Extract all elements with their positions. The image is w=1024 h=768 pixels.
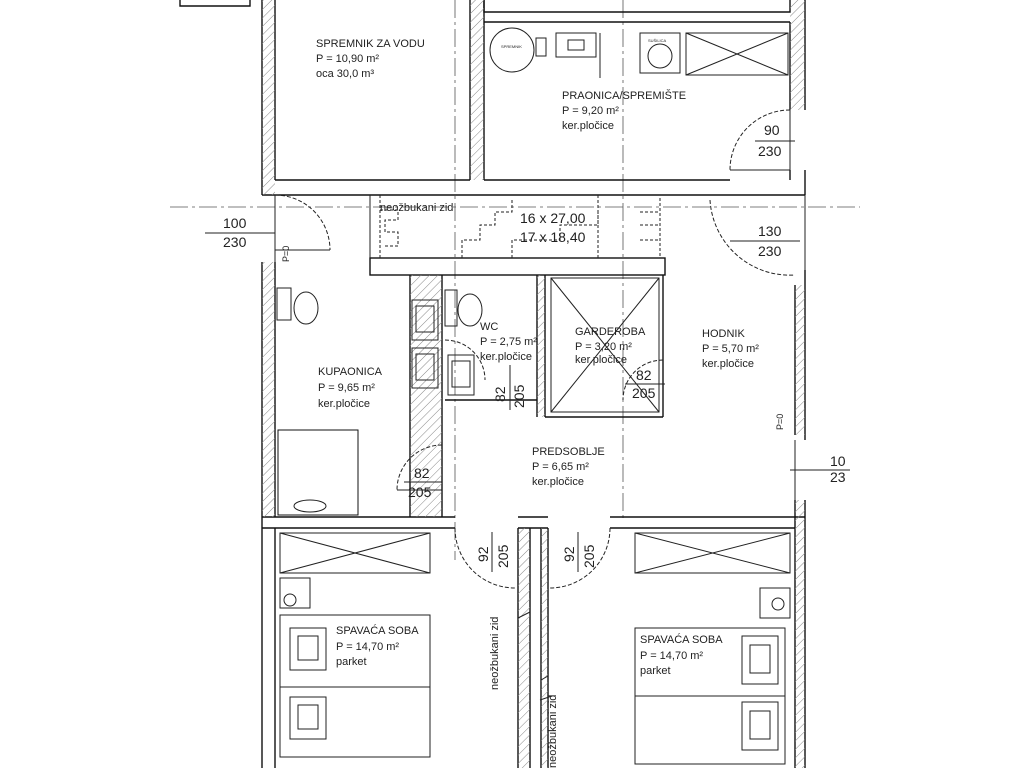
room-label-spavaca-right: [640, 633, 723, 677]
svg-text:parket: parket: [336, 656, 367, 668]
svg-text:230: 230: [758, 243, 782, 259]
svg-text:PRAONICA/SPREMIŠTE: PRAONICA/SPREMIŠTE: [562, 90, 687, 102]
svg-text:205: 205: [408, 484, 432, 500]
svg-text:16 x 27,00: 16 x 27,00: [520, 210, 586, 226]
door-dim-hodnik-entry: [730, 223, 800, 259]
svg-text:KUPAONICA: KUPAONICA: [318, 366, 382, 378]
svg-text:205: 205: [511, 384, 527, 408]
svg-text:oca 30,0 m³: oca 30,0 m³: [316, 68, 375, 80]
level-marker-left: P=0: [281, 245, 291, 262]
svg-text:PREDSOBLJE: PREDSOBLJE: [532, 446, 605, 458]
door-dim-wc: [492, 365, 527, 410]
svg-text:P = 14,70 m²: P = 14,70 m²: [640, 650, 704, 662]
svg-text:23: 23: [830, 469, 846, 485]
room-label-predsoblje: [532, 446, 605, 488]
door-dim-bed-left: [475, 532, 511, 572]
svg-text:ker.pločice: ker.pločice: [480, 351, 532, 363]
tank-label: SPREMNIK: [501, 44, 522, 49]
door-dim-right-cut: [790, 453, 850, 485]
svg-text:10: 10: [830, 453, 846, 469]
wall-note-left: neožbukani zid: [489, 616, 501, 690]
door-dim-praonica: [755, 122, 795, 159]
svg-text:17 x 18,40: 17 x 18,40: [520, 229, 586, 245]
room-label-spavaca-left: [336, 624, 419, 668]
svg-text:ker.pločice: ker.pločice: [318, 398, 370, 410]
svg-text:SPREMNIK ZA VODU: SPREMNIK ZA VODU: [316, 38, 425, 50]
svg-text:205: 205: [632, 385, 656, 401]
svg-text:P = 9,65 m²: P = 9,65 m²: [318, 382, 375, 394]
fixtures: [277, 28, 790, 764]
svg-text:P = 5,70 m²: P = 5,70 m²: [702, 343, 759, 355]
svg-text:92: 92: [475, 546, 491, 562]
door-dim-bed-right: [561, 532, 597, 572]
svg-text:P = 6,65 m²: P = 6,65 m²: [532, 461, 589, 473]
svg-text:90: 90: [764, 122, 780, 138]
svg-text:ker.pločice: ker.pločice: [532, 476, 584, 488]
room-label-praonica: [562, 89, 686, 132]
svg-text:230: 230: [758, 143, 782, 159]
wall-note-right: neožbukani zid: [547, 694, 559, 768]
svg-text:92: 92: [561, 546, 577, 562]
svg-text:205: 205: [495, 544, 511, 568]
svg-text:P = 2,75 m²: P = 2,75 m²: [480, 336, 537, 348]
svg-text:SPAVAĆA SOBA: SPAVAĆA SOBA: [336, 625, 419, 637]
stair-dimensions: [520, 210, 586, 245]
appliance-label: SUŠILICA: [648, 38, 667, 43]
svg-text:P = 9,20 m²: P = 9,20 m²: [562, 105, 619, 117]
svg-text:ker.pločice: ker.pločice: [562, 120, 614, 132]
room-label-wc: [480, 321, 537, 363]
svg-text:WC: WC: [480, 321, 499, 333]
svg-text:P = 10,90 m²: P = 10,90 m²: [316, 53, 380, 65]
svg-text:82: 82: [492, 386, 508, 402]
room-label-hodnik: [702, 328, 759, 370]
svg-text:205: 205: [581, 544, 597, 568]
svg-text:parket: parket: [640, 665, 671, 677]
svg-text:P = 3,20 m²: P = 3,20 m²: [575, 341, 632, 353]
svg-text:HODNIK: HODNIK: [702, 328, 745, 340]
level-marker-right: P=0: [775, 413, 785, 430]
svg-text:GARDEROBA: GARDEROBA: [575, 326, 646, 338]
svg-text:82: 82: [414, 465, 430, 481]
svg-text:ker.pločice: ker.pločice: [702, 358, 754, 370]
svg-text:SPAVAĆA SOBA: SPAVAĆA SOBA: [640, 634, 723, 646]
wall-note-top: neožbukani zid: [380, 202, 454, 214]
svg-text:100: 100: [223, 215, 247, 231]
room-label-garderoba: [575, 326, 646, 366]
svg-text:82: 82: [636, 367, 652, 383]
door-dim-left-entry: [205, 215, 275, 250]
room-label-spremnik: [316, 38, 425, 80]
svg-text:230: 230: [223, 234, 247, 250]
svg-text:ker.pločice: ker.pločice: [575, 354, 627, 366]
svg-text:130: 130: [758, 223, 782, 239]
room-label-kupaonica: [318, 366, 383, 410]
svg-text:P = 14,70 m²: P = 14,70 m²: [336, 641, 400, 653]
